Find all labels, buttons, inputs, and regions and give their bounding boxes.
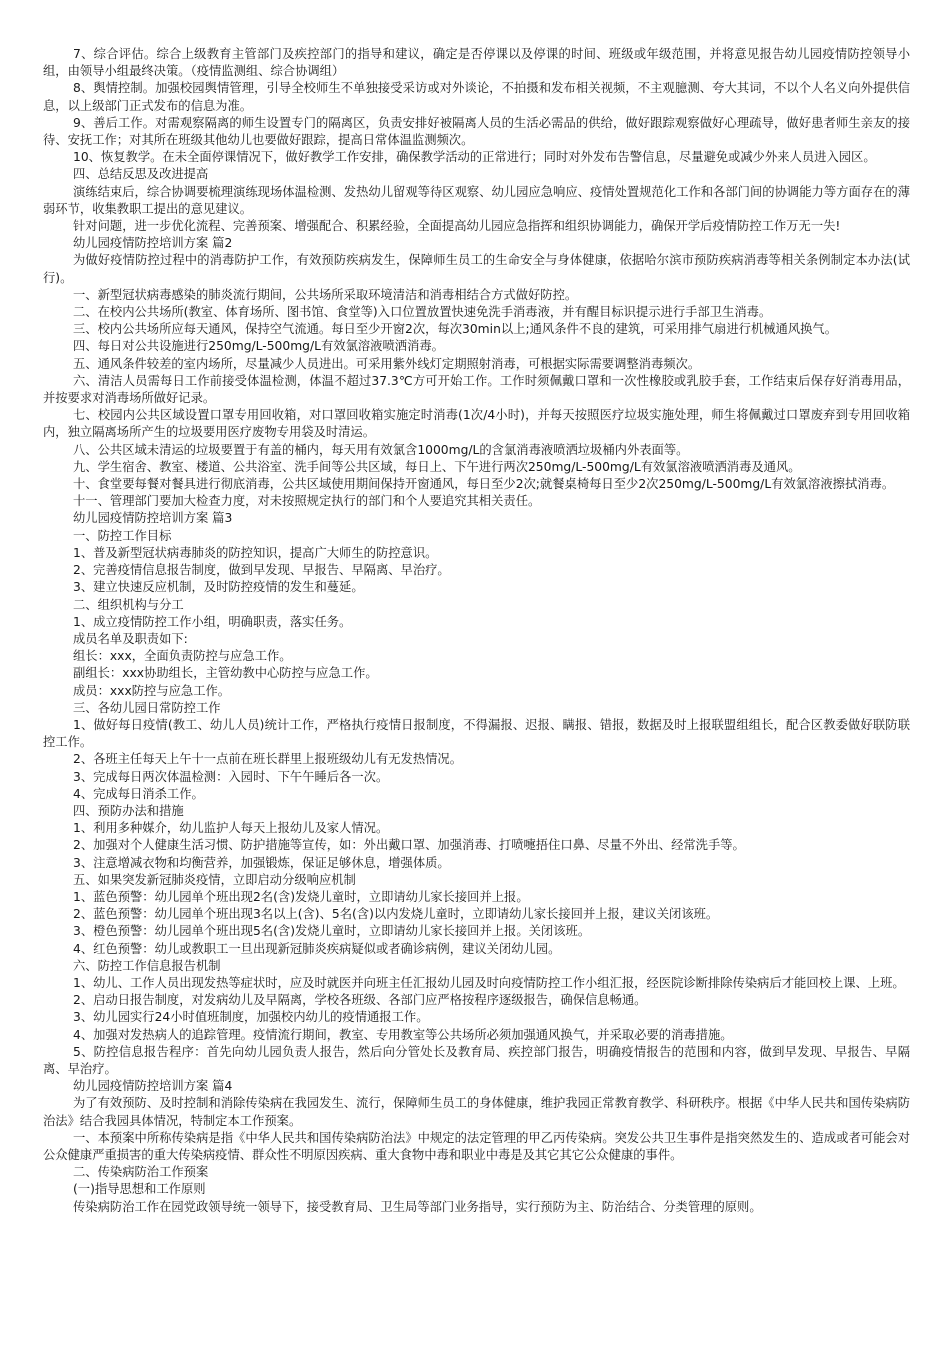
- paragraph: 3、建立快速反应机制，及时防控疫情的发生和蔓延。: [73, 580, 364, 595]
- paragraph: 四、每日对公共设施进行250mg/L-500mg/L有效氯溶液喷洒消毒。: [73, 339, 444, 354]
- paragraph: 1、蓝色预警：幼儿园单个班出现2名(含)发烧儿童时，立即请幼儿家长接回并上报。: [73, 889, 529, 904]
- paragraph: 5、防控信息报告程序：首先向幼儿园负责人报告，然后向分管处长及教育局、疾控部门报告，明确疫情报告的范围和内容，做到早发现、早报告、早隔离、早治疗。: [43, 1044, 910, 1076]
- paragraph: 1、做好每日疫情(教工、幼儿人员)统计工作，严格执行疫情日报制度，不得漏报、迟报、瞒报、错报，数据及时上报联盟组组长，配合区教委做好联防联控工作。: [43, 717, 910, 750]
- paragraph: 七、校园内公共区域设置口罩专用回收箱，对口罩回收箱实施定时消毒(1次/4小时)，并每天按照医疗垃圾实施处理，师生将佩戴过口罩废弃到专用回收箱内，独立隔离场所产生的垃圾要用医疗废物专用袋及时清运。: [43, 408, 910, 440]
- paragraph: 2、启动日报告制度，对发病幼儿及早隔离，学校各班级、各部门应严格按程序逐级报告，确保信息畅通。: [73, 993, 647, 1008]
- section-heading: 六、防控工作信息报告机制: [73, 958, 221, 973]
- section-heading: 一、防控工作目标: [73, 528, 172, 543]
- paragraph: 9、善后工作。对需观察隔离的师生设置专门的隔离区，负责安排好被隔离人员的生活必需品的供给，做好跟踪观察做好心理疏导，做好患者师生亲友的接待、安抚工作；对其所在班级其他幼儿也要做好跟踪，提高日常体温监测频次。: [43, 115, 910, 148]
- paragraph: 8、舆情控制。加强校园舆情管理，引导全校师生不单独接受采访或对外谈论，不拍摄和发布相关视频，不主观臆测、夸大其词，不以个人名义向外提供信息，以上级部门正式发布的信息为准。: [43, 81, 910, 113]
- paragraph: 1、幼儿、工作人员出现发热等症状时，应及时就医并向班主任汇报幼儿园及时向疫情防控工作小组汇报，经医院诊断排除传染病后才能回校上课、上班。: [73, 975, 905, 990]
- paragraph: 组长：xxx，全面负责防控与应急工作。: [73, 649, 292, 664]
- paragraph: 3、幼儿园实行24小时值班制度，加强校内幼儿的疫情通报工作。: [73, 1010, 429, 1025]
- paragraph: 一、本预案中所称传染病是指《中华人民共和国传染病防治法》中规定的法定管理的甲乙丙传染病。突发公共卫生事件是指突然发生的、造成或者可能会对公众健康严重损害的重大传染病疫情、群众性不明原因疾病、重大食物中毒和职业中毒是及其它其它公众健康的事件。: [43, 1130, 910, 1162]
- paragraph: 2、加强对个人健康生活习惯、防护措施等宣传，如：外出戴口罩、加强消毒、打喷嚏捂住口鼻、尽量不外出、经常洗手等。: [73, 838, 745, 853]
- paragraph: 传染病防治工作在园党政领导统一领导下，接受教育局、卫生局等部门业务指导，实行预防为主、防治结合、分类管理的原则。: [73, 1199, 762, 1214]
- paragraph: 3、橙色预警：幼儿园单个班出现5名(含)发烧儿童时，立即请幼儿家长接回并上报。关闭该班。: [73, 924, 591, 939]
- paragraph: 针对问题，进一步优化流程、完善预案、增强配合、积累经验，全面提高幼儿园应急指挥和组织协调能力，确保开学后疫情防控工作万无一失!: [73, 219, 841, 234]
- section-heading: 三、各幼儿园日常防控工作: [73, 700, 221, 715]
- paragraph: 3、完成每日两次体温检测：入园时、下午午睡后各一次。: [73, 769, 389, 784]
- paragraph: 1、普及新型冠状病毒肺炎的防控知识，提高广大师生的防控意识。: [73, 545, 438, 560]
- paragraph: 为做好疫情防控过程中的消毒防护工作，有效预防疾病发生，保障师生员工的生命安全与身体健康，依据哈尔滨市预防疾病消毒等相关条例制定本办法(试行)。: [43, 253, 910, 285]
- paragraph: 九、学生宿舍、教室、楼道、公共浴室、洗手间等公共区域，每日上、下午进行两次250mg/L-500mg/L有效氯溶液喷洒消毒及通风。: [73, 459, 801, 474]
- section-heading: 五、如果突发新冠肺炎疫情，立即启动分级响应机制: [73, 872, 356, 887]
- document-title: 幼儿园疫情防控培训方案 篇2: [73, 236, 233, 251]
- section-heading: (一)指导思想和工作原则: [73, 1182, 206, 1197]
- paragraph: 10、恢复教学。在未全面停课情况下，做好教学工作安排，确保教学活动的正常进行；同时对外发布告警信息，尽量避免或减少外来人员进入园区。: [73, 150, 876, 165]
- paragraph: 1、成立疫情防控工作小组，明确职责，落实任务。: [73, 614, 352, 629]
- paragraph: 十一、管理部门要加大检查力度，对未按照规定执行的部门和个人要追究其相关责任。: [73, 494, 541, 509]
- paragraph: 2、各班主任每天上午十一点前在班长群里上报班级幼儿有无发热情况。: [73, 752, 463, 767]
- paragraph: 副组长：xxx协助组长，主管幼教中心防控与应急工作。: [73, 666, 378, 681]
- paragraph: 1、利用多种媒介，幼儿监护人每天上报幼儿及家人情况。: [73, 821, 389, 836]
- section-heading: 二、组织机构与分工: [73, 597, 184, 612]
- paragraph: 2、完善疫情信息报告制度，做到早发现、早报告、早隔离、早治疗。: [73, 563, 450, 578]
- paragraph: 成员名单及职责如下:: [73, 631, 188, 646]
- paragraph: 成员：xxx防控与应急工作。: [73, 683, 231, 698]
- paragraph: 三、校内公共场所应每天通风，保持空气流通。每日至少开窗2次，每次30min以上;通风条件不良的建筑，可采用排气扇进行机械通风换气。: [73, 322, 838, 337]
- paragraph: 五、通风条件较差的室内场所，尽量减少人员进出。可采用紫外线灯定期照射消毒，可根据实际需要调整消毒频次。: [73, 356, 701, 371]
- paragraph: 7、综合评估。综合上级教育主管部门及疾控部门的指导和建议，确定是否停课以及停课的时间、班级或年级范围，并将意见报告幼儿园疫情防控领导小组，由领导小组最终决策。（疫情监测组、综合协调组）: [43, 47, 910, 79]
- section-heading: 四、总结反思及改进提高: [73, 167, 209, 182]
- paragraph: 2、蓝色预警：幼儿园单个班出现3名以上(含)、5名(含)以内发烧儿童时，立即请幼儿家长接回并上报，建议关闭该班。: [73, 907, 719, 922]
- paragraph: 4、完成每日消杀工作。: [73, 786, 204, 801]
- document-title: 幼儿园疫情防控培训方案 篇3: [73, 511, 233, 526]
- paragraph: 八、公共区域未清运的垃圾要置于有盖的桶内，每天用有效氯含1000mg/L的含氯消毒液喷洒垃圾桶内外表面等。: [73, 442, 689, 457]
- paragraph: 六、清洁人员需每日工作前接受体温检测，体温不超过37.3℃方可开始工作。工作时须佩戴口罩和一次性橡胶或乳胶手套，工作结束后保存好消毒用品，并按要求对消毒场所做好记录。: [43, 373, 910, 406]
- paragraph: 4、红色预警：幼儿或教职工一旦出现新冠肺炎疾病疑似或者确诊病例，建议关闭幼儿园。: [73, 941, 561, 956]
- paragraph: 十、食堂要每餐对餐具进行彻底消毒，公共区域使用期间保持开窗通风，每日至少2次;就餐桌椅每日至少2次250mg/L-500mg/L有效氯溶液擦拭消毒。: [73, 477, 895, 492]
- paragraph: 3、注意增减衣物和均衡营养，加强锻炼，保证足够休息，增强体质。: [73, 855, 450, 870]
- section-heading: 四、预防办法和措施: [73, 803, 184, 818]
- paragraph: 一、新型冠状病毒感染的肺炎流行期间，公共场所采取环境清洁和消毒相结合方式做好防控。: [73, 287, 578, 302]
- paragraph: 二、在校内公共场所(教室、体育场所、图书馆、食堂等)入口位置放置快速免洗手消毒液，并有醒目标识提示进行手部卫生消毒。: [73, 305, 772, 320]
- paragraph: 演练结束后，综合协调要梳理演练现场体温检测、发热幼儿留观等待区观察、幼儿园应急响应、疫情处置规范化工作和各部门间的协调能力等方面存在的薄弱环节，收集教职工提出的意见建议。: [43, 184, 910, 216]
- paragraph: 为了有效预防、及时控制和消除传染病在我园发生、流行，保障师生员工的身体健康，维护我园正常教育教学、科研秩序。根据《中华人民共和国传染病防治法》结合我园具体情况，特制定本工作预案。: [43, 1096, 910, 1128]
- section-heading: 二、传染病防治工作预案: [73, 1165, 209, 1180]
- paragraph: 4、加强对发热病人的追踪管理。疫情流行期间，教室、专用教室等公共场所必须加强通风换气，并采取必要的消毒措施。: [73, 1027, 733, 1042]
- document-title: 幼儿园疫情防控培训方案 篇4: [73, 1079, 233, 1094]
